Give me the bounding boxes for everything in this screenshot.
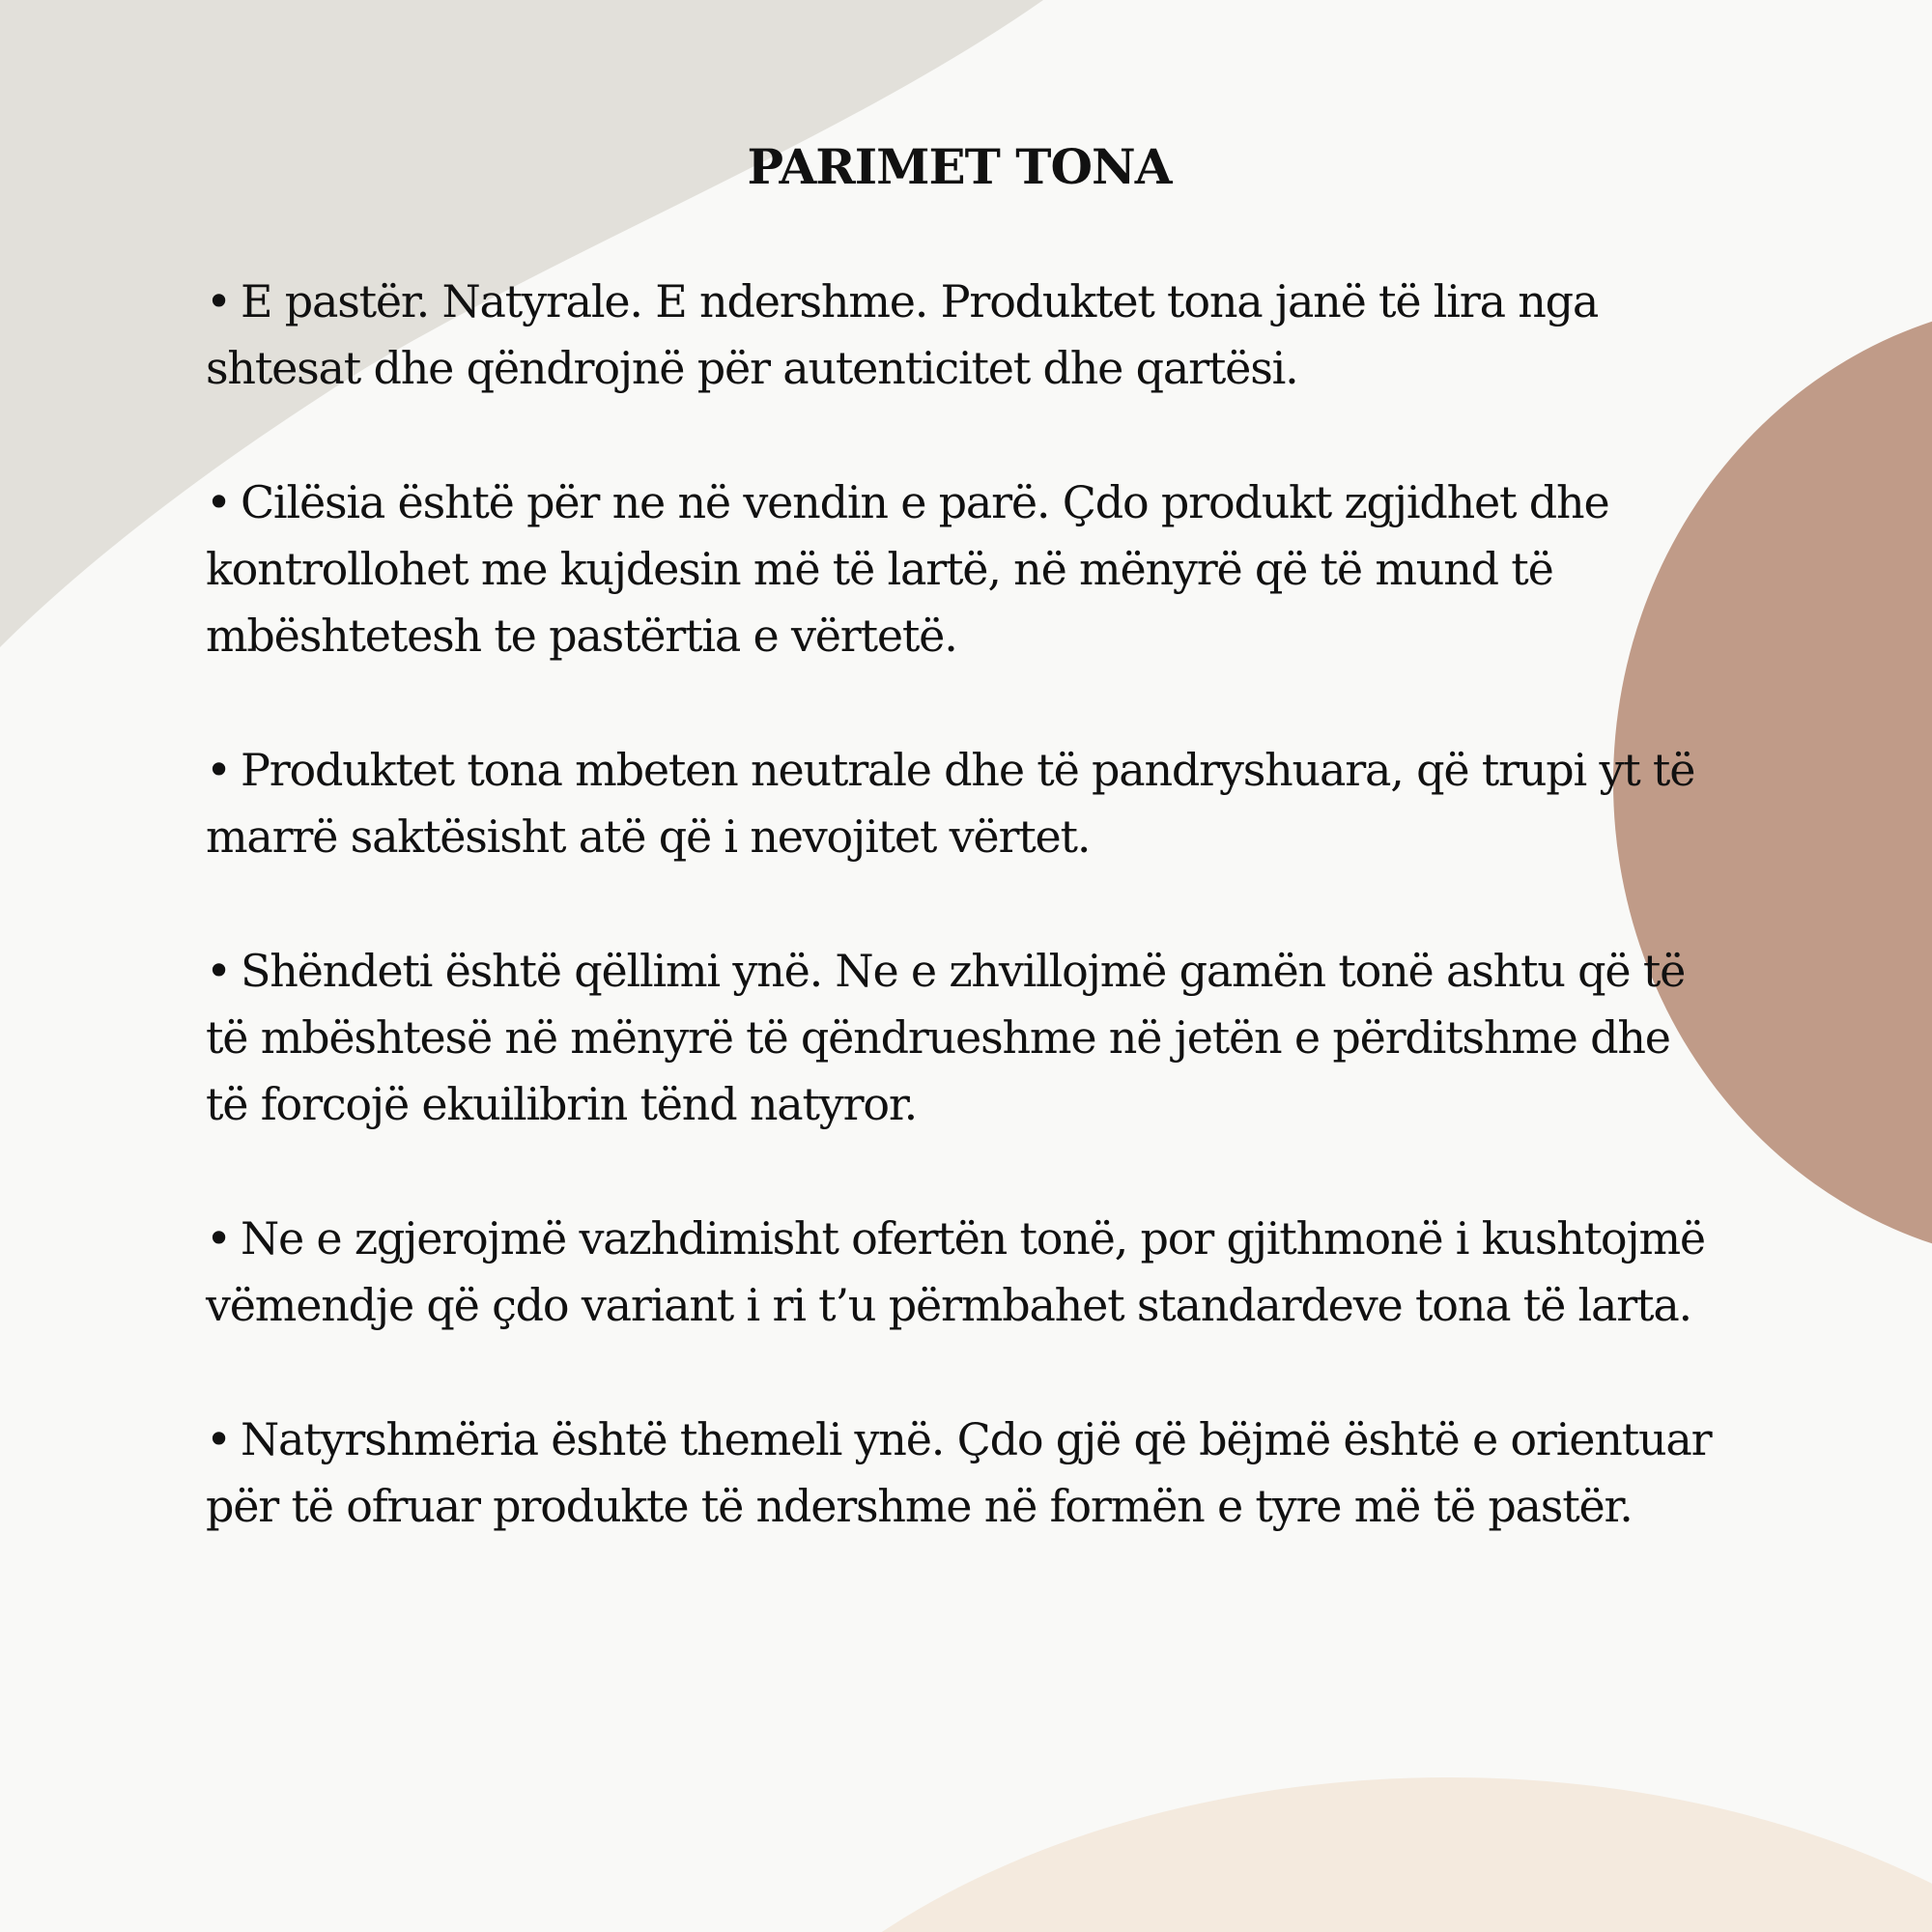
bullet-icon: • bbox=[206, 945, 231, 997]
bullet-icon: • bbox=[206, 476, 231, 528]
principle-text: Cilësia është për ne në vendin e parë. Çdo produkt zgjidhet dhe kontrollohet me kujdesin më të lartë, në mënyrë që të mund të mbështetesh te pastërtia e vërtetë. bbox=[206, 476, 1609, 662]
bullet-icon: • bbox=[206, 744, 231, 796]
principle-text: Shëndeti është qëllimi ynë. Ne e zhvillojmë gamën tonë ashtu që të të mbështesë në mënyrë të qëndrueshme në jetën e përditshme dhe të forcojë ekuilibrin tënd natyror. bbox=[206, 945, 1686, 1130]
bullet-icon: • bbox=[206, 1212, 231, 1264]
page-title: PARIMET TONA bbox=[747, 138, 1172, 195]
bullet-icon: • bbox=[206, 1413, 231, 1465]
principles-list bbox=[206, 269, 1713, 1540]
principle-item-3 bbox=[206, 737, 1713, 870]
principle-item-5 bbox=[206, 1206, 1713, 1339]
principle-item-6 bbox=[206, 1406, 1713, 1540]
bottom-arc-shape bbox=[657, 1777, 1932, 1932]
principle-text: Natyrshmëria është themeli ynë. Çdo gjë që bëjmë është e orientuar për të ofruar produkte të ndershme në formën e tyre më të pastër. bbox=[206, 1413, 1712, 1532]
principle-item-2 bbox=[206, 469, 1713, 669]
principle-item-1 bbox=[206, 269, 1713, 402]
principles-panel bbox=[206, 130, 1713, 1607]
bullet-icon: • bbox=[206, 275, 231, 327]
principle-item-4 bbox=[206, 938, 1713, 1138]
principle-text: Ne e zgjerojmë vazhdimisht ofertën tonë, por gjithmonë i kushtojmë vëmendje që çdo variant i ri t’u përmbahet standardeve tona të larta. bbox=[206, 1212, 1705, 1331]
principle-text: E pastër. Natyrale. E ndershme. Produktet tona janë të lira nga shtesat dhe qëndrojnë për autenticitet dhe qartësi. bbox=[206, 275, 1599, 394]
principle-text: Produktet tona mbeten neutrale dhe të pandryshuara, që trupi yt të marrë saktësisht atë që i nevojitet vërtet. bbox=[206, 744, 1695, 863]
